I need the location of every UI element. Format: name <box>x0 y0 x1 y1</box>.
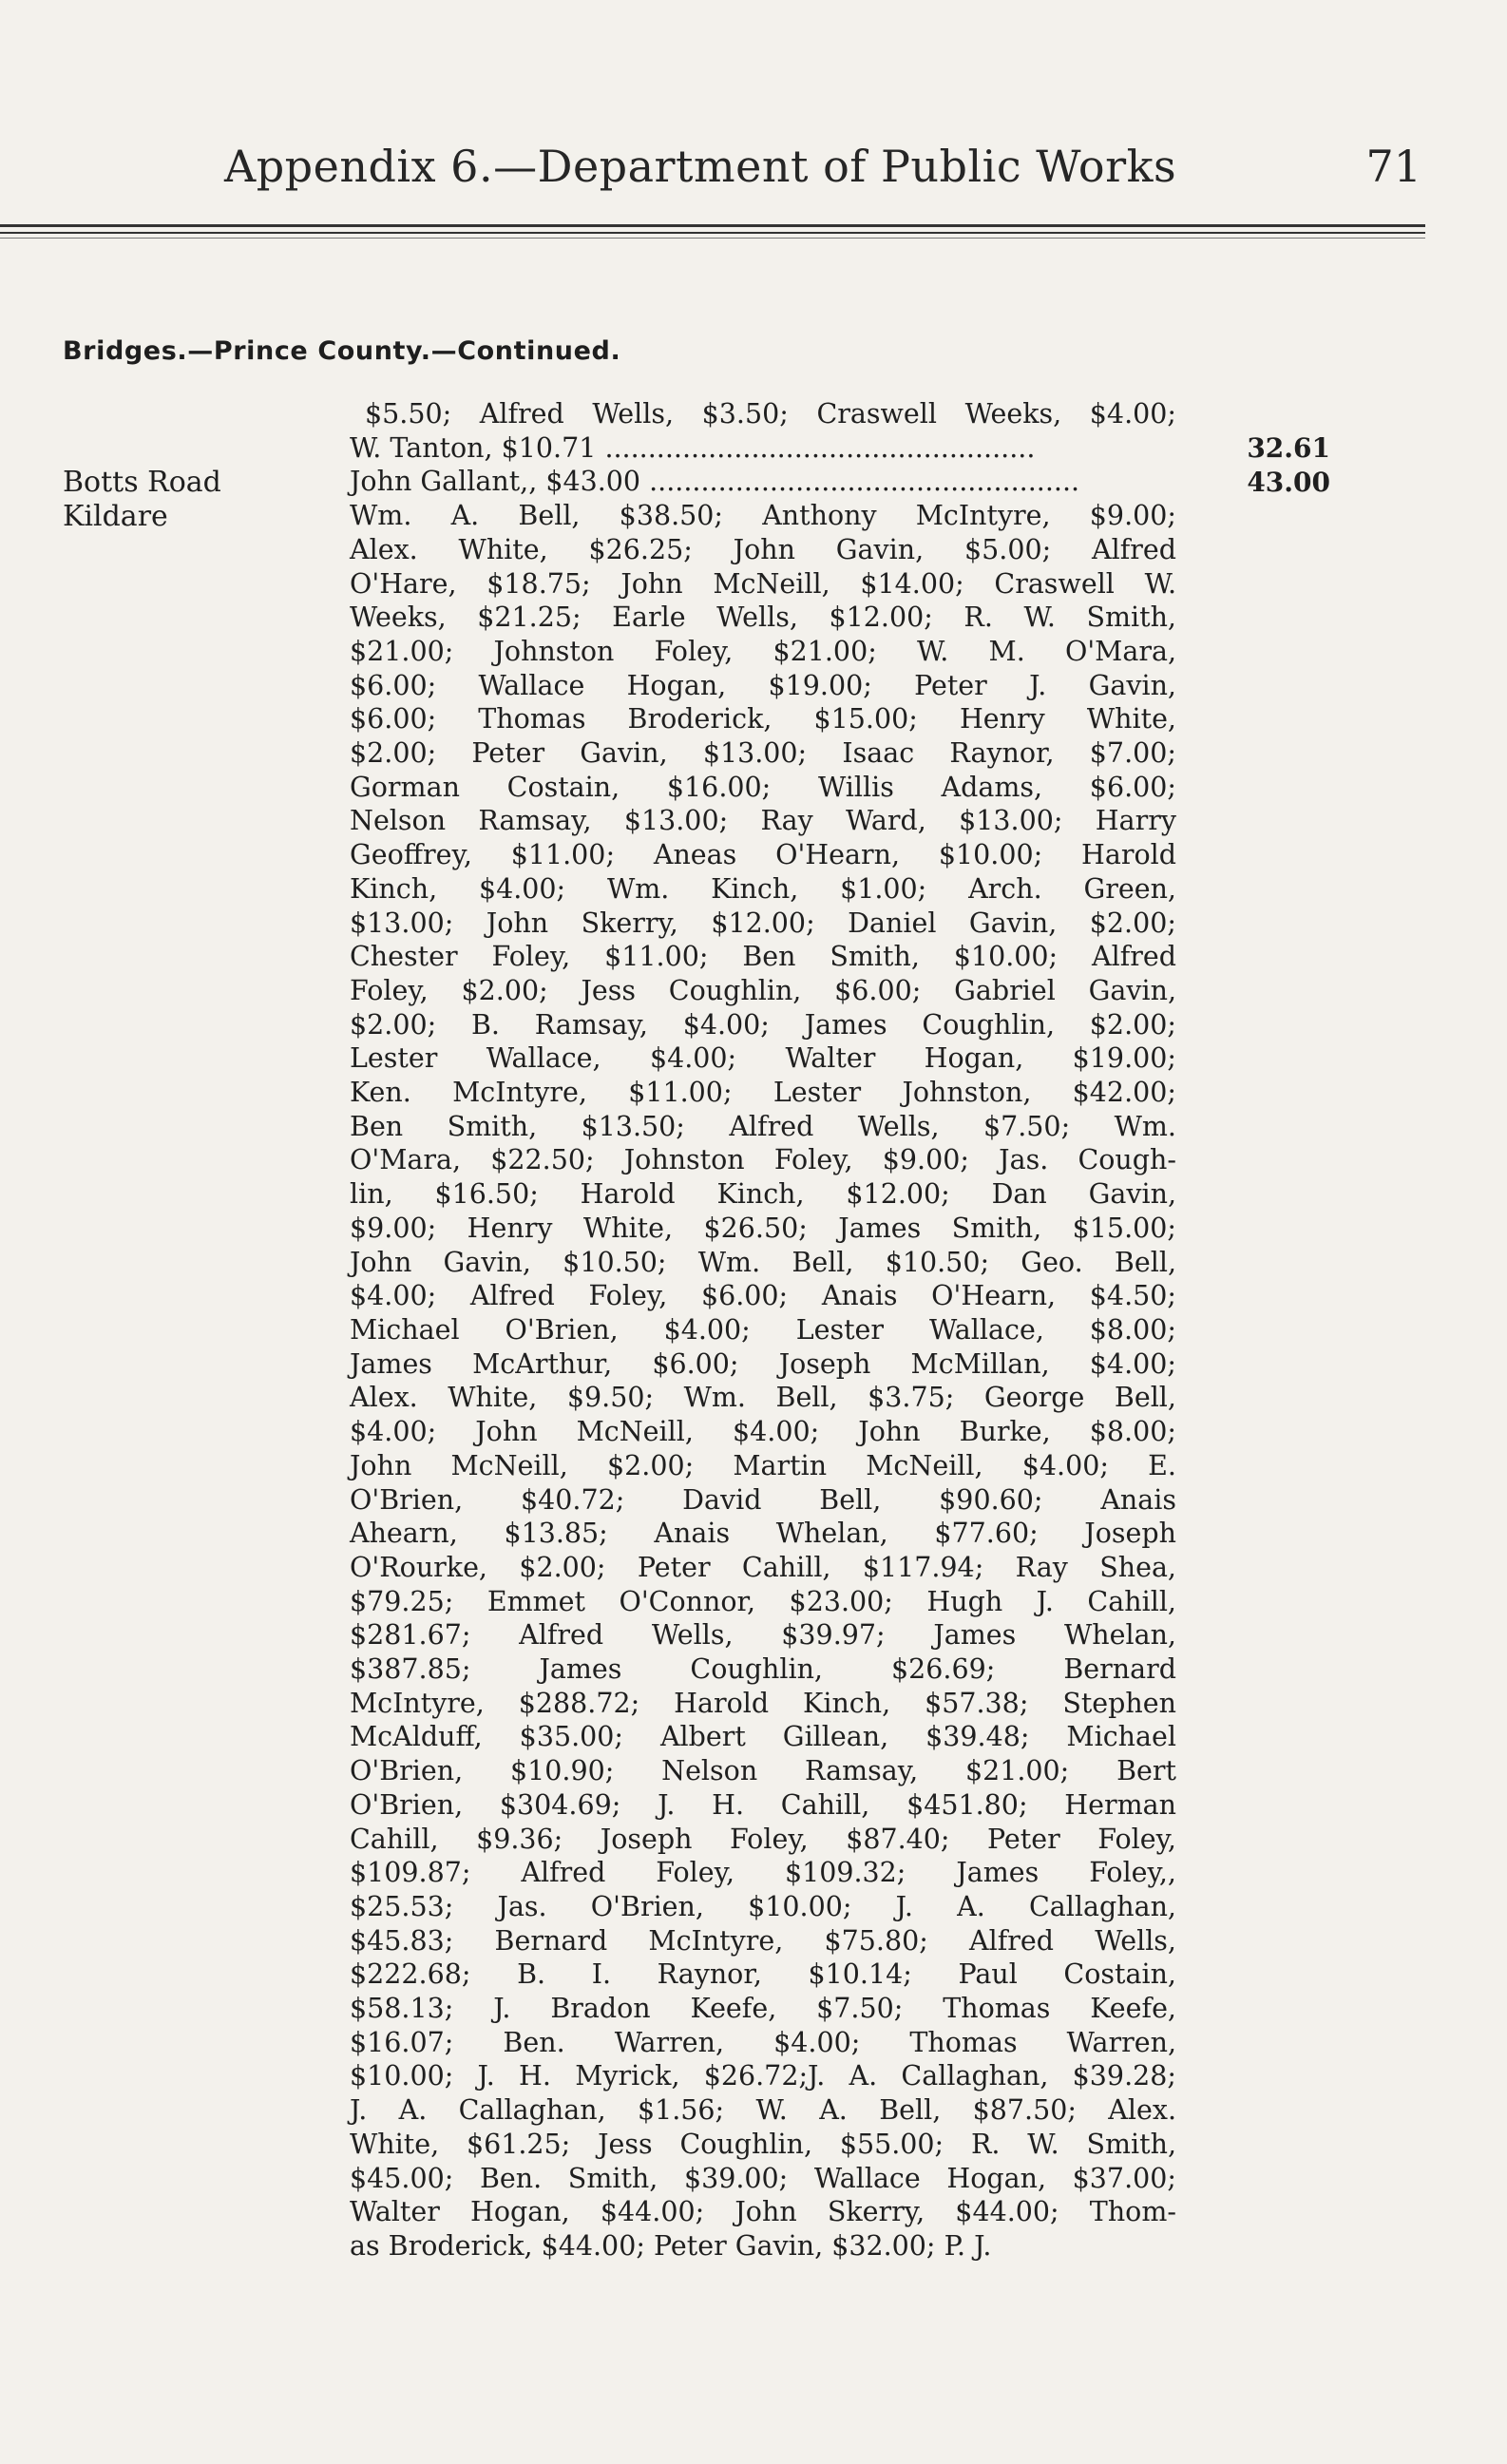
header-rule-bottom <box>0 238 1425 239</box>
text-line: Kinch, $4.00; Wm. Kinch, $1.00; Arch. Green, <box>350 872 1176 905</box>
text-line: $79.25; Emmet O'Connor, $23.00; Hugh J. Cahill, <box>350 1585 1176 1617</box>
text-line: O'Brien, $304.69; J. H. Cahill, $451.80; Herman <box>350 1788 1176 1821</box>
text-line: Geoffrey, $11.00; Aneas O'Hearn, $10.00; Harold <box>350 839 1176 871</box>
page-title: Appendix 6.—Department of Public Works <box>224 141 1177 192</box>
text-line: John McNeill, $2.00; Martin McNeill, $4.00; E. <box>350 1449 1176 1481</box>
text-line: Walter Hogan, $44.00; John Skerry, $44.00; Thom- <box>350 2196 1176 2228</box>
text-line: $13.00; John Skerry, $12.00; Daniel Gavin, $2.00; <box>350 907 1176 939</box>
header-rule-top <box>0 224 1425 227</box>
text-line: O'Mara, $22.50; Johnston Foley, $9.00; Jas. Cough- <box>350 1144 1176 1176</box>
text-line: White, $61.25; Jess Coughlin, $55.00; R. W. Smith, <box>350 2128 1176 2160</box>
text-line: J. A. Callaghan, $1.56; W. A. Bell, $87.50; Alex. <box>350 2094 1176 2127</box>
amount-value: 32.61 <box>1247 432 1330 464</box>
text-line: $222.68; B. I. Raynor, $10.14; Paul Costain, <box>350 1958 1176 1991</box>
text-line: $45.83; Bernard McIntyre, $75.80; Alfred Wells, <box>350 1924 1176 1957</box>
text-line: James McArthur, $6.00; Joseph McMillan, $4.00; <box>350 1347 1176 1380</box>
text-line: as Broderick, $44.00; Peter Gavin, $32.00; P. J. <box>350 2229 992 2262</box>
text-line: $16.07; Ben. Warren, $4.00; Thomas Warren, <box>350 2026 1176 2058</box>
text-line: $109.87; Alfred Foley, $109.32; James Foley,, <box>350 1857 1176 1889</box>
text-line: McAlduff, $35.00; Albert Gillean, $39.48; Michael <box>350 1721 1176 1753</box>
text-line: Michael O'Brien, $4.00; Lester Wallace, $8.00; <box>350 1313 1176 1346</box>
payment-listing <box>350 397 1176 2263</box>
text-line: McIntyre, $288.72; Harold Kinch, $57.38; Stephen <box>350 1687 1176 1719</box>
text-line: Weeks, $21.25; Earle Wells, $12.00; R. W. Smith, <box>350 602 1176 634</box>
text-line: John Gavin, $10.50; Wm. Bell, $10.50; Geo. Bell, <box>350 1246 1176 1278</box>
text-line: Ahearn, $13.85; Anais Whelan, $77.60; Joseph <box>350 1518 1176 1550</box>
text-line: Alex. White, $9.50; Wm. Bell, $3.75; George Bell, <box>350 1382 1176 1414</box>
text-line: $25.53; Jas. O'Brien, $10.00; J. A. Callaghan, <box>350 1890 1176 1922</box>
text-line: $10.00; J. H. Myrick, $26.72;J. A. Callaghan, $39.28; <box>350 2060 1176 2092</box>
text-line: Lester Wallace, $4.00; Walter Hogan, $19.00; <box>350 1042 1176 1075</box>
text-line: $58.13; J. Bradon Keefe, $7.50; Thomas Keefe, <box>350 1993 1176 2025</box>
text-line: Cahill, $9.36; Joseph Foley, $87.40; Peter Foley, <box>350 1823 1176 1855</box>
text-line: Ken. McIntyre, $11.00; Lester Johnston, $42.00; <box>350 1077 1176 1109</box>
page-number: 71 <box>1365 141 1421 192</box>
text-line: $9.00; Henry White, $26.50; James Smith, $15.00; <box>350 1212 1176 1244</box>
text-line: W. Tanton, $10.71 .................................................. <box>350 431 1036 464</box>
text-line: Chester Foley, $11.00; Ben Smith, $10.00; Alfred <box>350 941 1176 973</box>
text-line: $281.67; Alfred Wells, $39.97; James Whelan, <box>350 1619 1176 1652</box>
text-line: $6.00; Wallace Hogan, $19.00; Peter J. Gavin, <box>350 669 1176 701</box>
text-line: $45.00; Ben. Smith, $39.00; Wallace Hogan, $37.00; <box>350 2162 1176 2194</box>
location-label-botts-road: Botts Road <box>63 466 221 499</box>
location-labels <box>63 466 221 533</box>
text-line: $387.85; James Coughlin, $26.69; Bernard <box>350 1653 1176 1686</box>
text-line: $2.00; B. Ramsay, $4.00; James Coughlin, $2.00; <box>350 1008 1176 1041</box>
text-line: Nelson Ramsay, $13.00; Ray Ward, $13.00; Harry <box>350 805 1176 837</box>
text-line: $4.00; John McNeill, $4.00; John Burke, $8.00; <box>350 1416 1176 1448</box>
amount-value: 43.00 <box>1247 466 1330 498</box>
text-line: O'Hare, $18.75; John McNeill, $14.00; Craswell W. <box>350 567 1176 600</box>
text-line: $5.50; Alfred Wells, $3.50; Craswell Weeks, $4.00; <box>365 398 1176 430</box>
text-line: O'Brien, $40.72; David Bell, $90.60; Anais <box>350 1483 1176 1516</box>
text-line: $2.00; Peter Gavin, $13.00; Isaac Raynor, $7.00; <box>350 737 1176 770</box>
header-rule-middle <box>0 232 1425 234</box>
text-line: Alex. White, $26.25; John Gavin, $5.00; Alfred <box>350 533 1176 565</box>
amount-column <box>1226 431 1330 499</box>
page-header <box>224 141 1431 207</box>
text-line: Foley, $2.00; Jess Coughlin, $6.00; Gabriel Gavin, <box>350 974 1176 1006</box>
text-line: Wm. A. Bell, $38.50; Anthony McIntyre, $9.00; <box>350 500 1176 532</box>
section-heading: Bridges.—Prince County.—Continued. <box>63 336 621 366</box>
text-line: $6.00; Thomas Broderick, $15.00; Henry White, <box>350 703 1176 735</box>
text-line: O'Rourke, $2.00; Peter Cahill, $117.94; Ray Shea, <box>350 1551 1176 1583</box>
text-line: $21.00; Johnston Foley, $21.00; W. M. O'Mara, <box>350 635 1176 667</box>
location-label-kildare: Kildare <box>63 499 168 533</box>
text-line: John Gallant,, $43.00 .................................................. <box>350 466 1080 498</box>
text-line: $4.00; Alfred Foley, $6.00; Anais O'Hearn, $4.50; <box>350 1280 1176 1312</box>
text-line: Ben Smith, $13.50; Alfred Wells, $7.50; Wm. <box>350 1110 1176 1142</box>
text-line: lin, $16.50; Harold Kinch, $12.00; Dan Gavin, <box>350 1178 1176 1211</box>
text-line: O'Brien, $10.90; Nelson Ramsay, $21.00; Bert <box>350 1755 1176 1787</box>
text-line: Gorman Costain, $16.00; Willis Adams, $6.00; <box>350 771 1176 803</box>
